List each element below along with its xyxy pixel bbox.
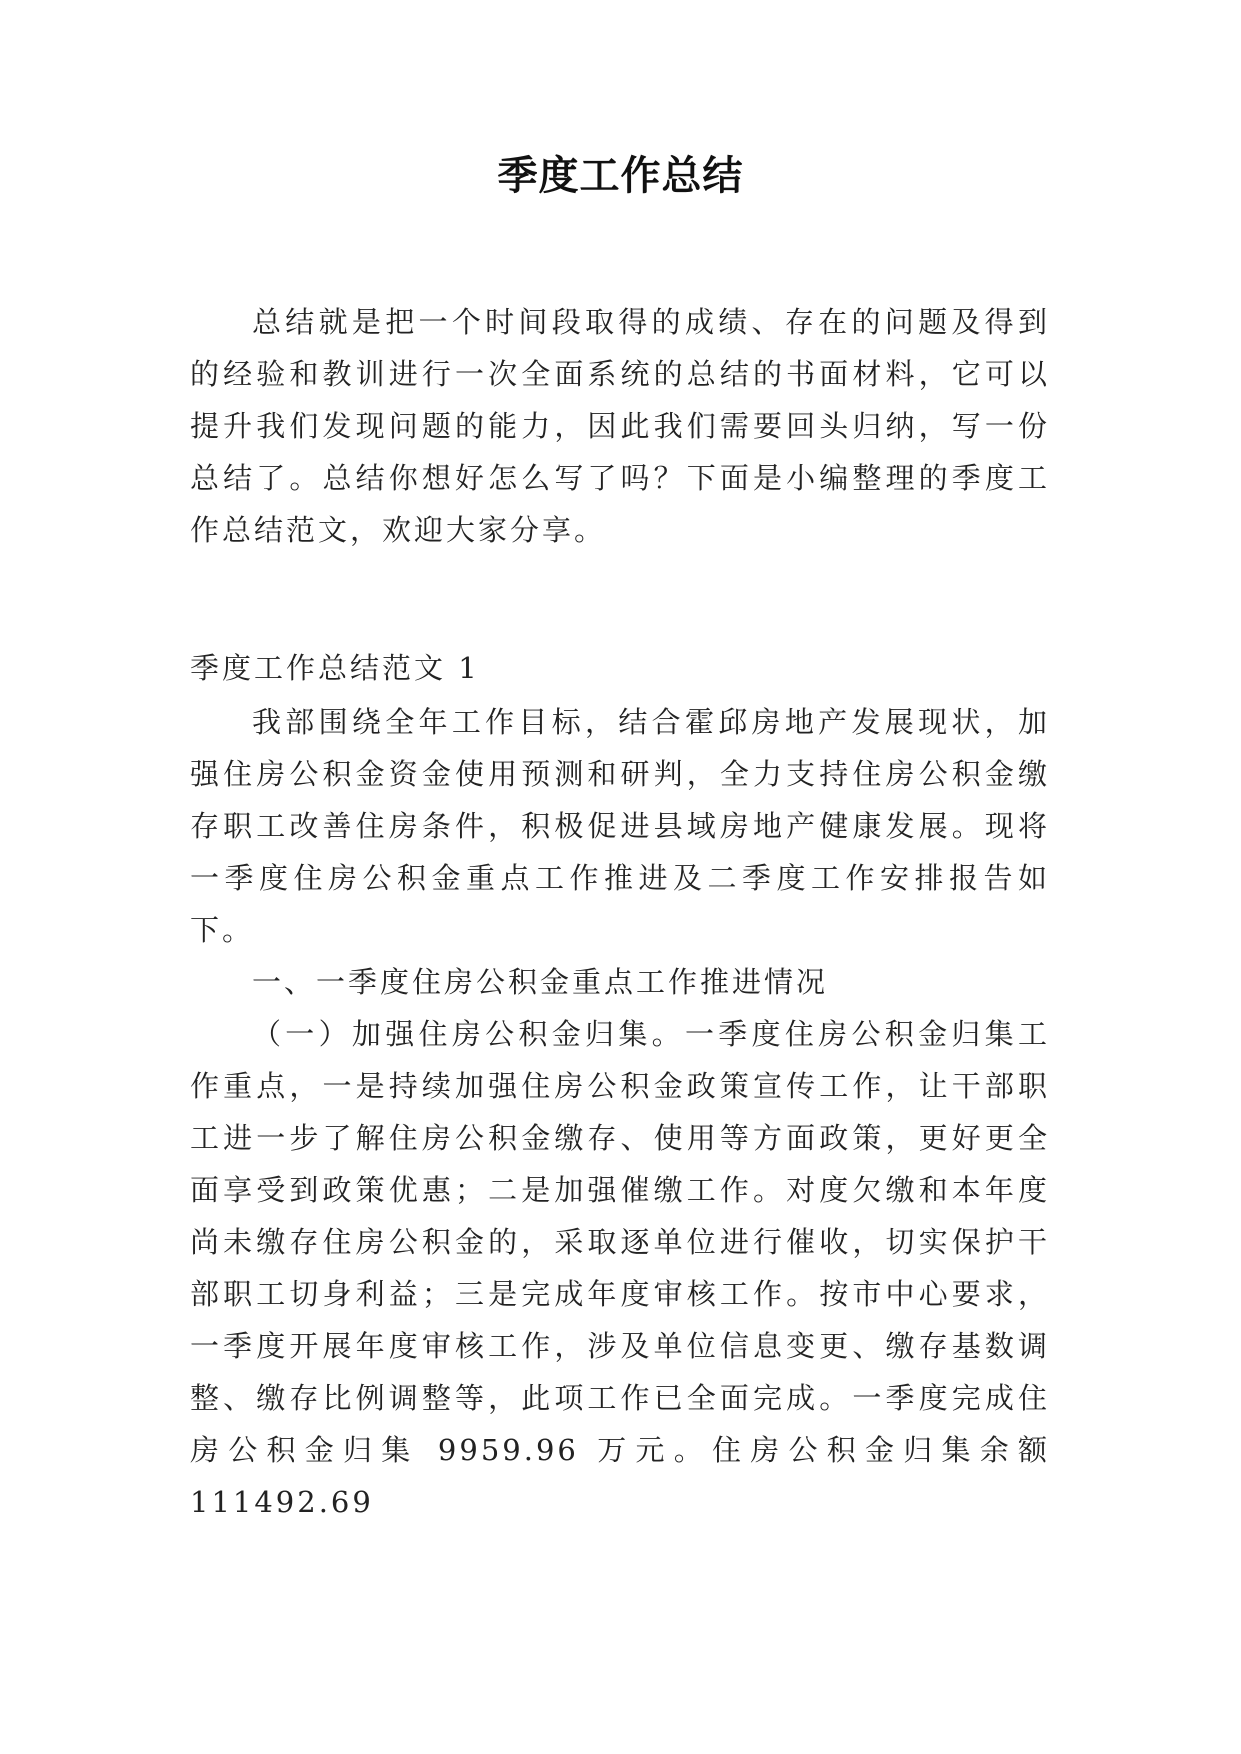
intro-paragraph [190, 296, 1050, 556]
document-title: 季度工作总结 [497, 153, 744, 199]
intro-text: 总结就是把一个时间段取得的成绩、存在的问题及得到的经验和教训进行一次全面系统的总结的书面材料，它可以提升我们发现问题的能力，因此我们需要回头归纳，写一份总结了。总结你想好怎么写了吗？下面是小编整理的季度工作总结范文，欢迎大家分享。 [190, 305, 1050, 547]
example-heading-text: 季度工作总结范文 1 [190, 651, 480, 685]
example-heading [190, 642, 1050, 694]
subsection-1: （一）加强住房公积金归集。一季度住房公积金归集工作重点，一是持续加强住房公积金政策宣传工作，让干部职工进一步了解住房公积金缴存、使用等方面政策，更好更全面享受到政策优惠；二是加强催缴工作。对度欠缴和本年度尚未缴存住房公积金的，采取逐单位进行催收，切实保护干部职工切身利益；三是完成年度审核工作。按市中心要求，一季度开展年度审核工作，涉及单位信息变更、缴存基数调整、缴存比例调整等，此项工作已全面完成。一季度完成住房公积金归集 9959.96 万元。住房公积金归集余额 111492.69 [190, 1017, 1050, 1519]
example-body [190, 696, 1050, 1528]
paragraph-1: 我部围绕全年工作目标，结合霍邱房地产发展现状，加强住房公积金资金使用预测和研判，全力支持住房公积金缴存职工改善住房条件，积极促进县域房地产健康发展。现将一季度住房公积金重点工作推进及二季度工作安排报告如下。 [190, 705, 1050, 947]
section-1-heading: 一、一季度住房公积金重点工作推进情况 [252, 965, 829, 999]
